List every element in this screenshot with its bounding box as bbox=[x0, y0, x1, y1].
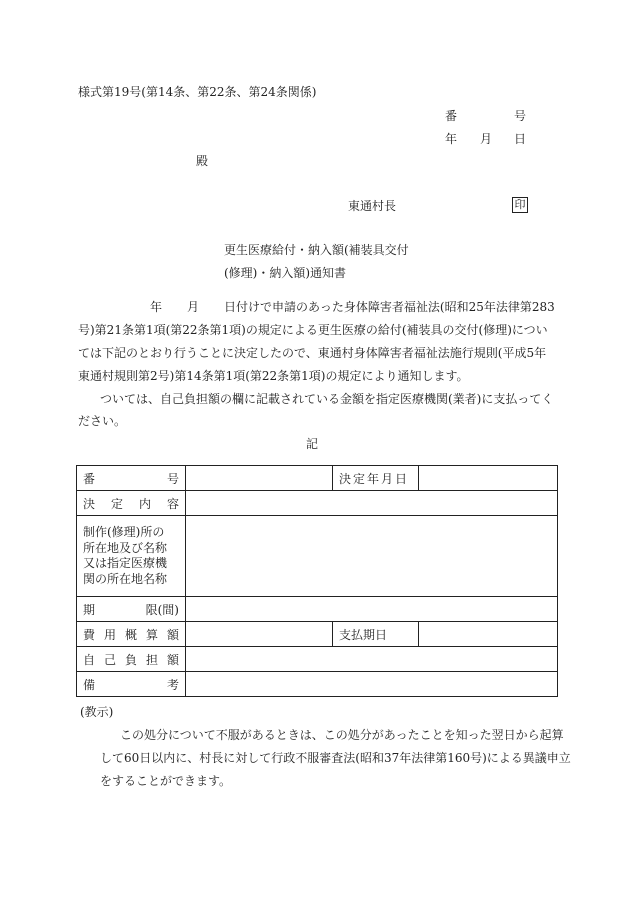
decision-date-label: 決定年月日 bbox=[333, 466, 419, 491]
row-decision-content bbox=[77, 491, 558, 516]
body-line-1: 日付けで申請のあった身体障害者福祉法(昭和25年法律第283 bbox=[224, 300, 555, 314]
issuer-name: 東通村長 bbox=[348, 199, 397, 213]
cost-value bbox=[186, 622, 333, 647]
body-line-6: ださい。 bbox=[78, 414, 127, 428]
payment-due-label: 支払期日 bbox=[333, 622, 419, 647]
maker-value bbox=[186, 516, 558, 597]
body-line-3: ては下記のとおり行うことに決定したので、東通村身体障害者福祉法施行規則(平成5年 bbox=[78, 346, 547, 360]
date-month-label: 月 bbox=[480, 132, 493, 146]
remarks-value bbox=[186, 672, 558, 697]
notification-table bbox=[76, 465, 558, 697]
addressee-suffix: 殿 bbox=[196, 154, 209, 168]
remarks-label: 備 考 bbox=[77, 672, 186, 697]
number-value bbox=[186, 466, 333, 491]
number-ban-label: 番 bbox=[445, 109, 458, 123]
body-year-label: 年 bbox=[150, 300, 163, 314]
notice-line-3: をすることができます。 bbox=[100, 774, 232, 788]
self-pay-label: 自 己 負 担 額 bbox=[77, 647, 186, 672]
row-remarks bbox=[77, 672, 558, 697]
body-line-5: ついては、自己負担額の欄に記載されている金額を指定医療機関(業者)に支払ってく bbox=[100, 392, 554, 406]
notice-heading: (教示) bbox=[80, 705, 114, 719]
period-value bbox=[186, 597, 558, 622]
payment-due-value bbox=[419, 622, 558, 647]
title-line-1: 更生医療給付・納入額(補装具交付 bbox=[224, 243, 409, 257]
row-period bbox=[77, 597, 558, 622]
maker-label: 制作(修理)所の 所在地及び名称 又は指定医療機 関の所在地名称 bbox=[77, 516, 186, 597]
notice-line-1: この処分について不服があるときは、この処分があったことを知った翌日から起算 bbox=[120, 728, 564, 742]
number-go-label: 号 bbox=[514, 109, 527, 123]
seal-mark: 印 bbox=[512, 197, 528, 213]
body-month-label: 月 bbox=[187, 300, 200, 314]
date-day-label: 日 bbox=[514, 132, 527, 146]
row-maker bbox=[77, 516, 558, 597]
form-number: 様式第19号(第14条、第22条、第24条関係) bbox=[78, 85, 317, 99]
decision-content-value bbox=[186, 491, 558, 516]
row-self-pay bbox=[77, 647, 558, 672]
ki-heading: 記 bbox=[306, 437, 319, 451]
notice-line-2: して60日以内に、村長に対して行政不服審査法(昭和37年法律第160号)による異議申立 bbox=[100, 751, 571, 765]
number-label: 番 号 bbox=[77, 466, 186, 491]
cost-label: 費 用 概 算 額 bbox=[77, 622, 186, 647]
decision-content-label: 決 定 内 容 bbox=[77, 491, 186, 516]
decision-date-value bbox=[419, 466, 558, 491]
body-line-2: 号)第21条第1項(第22条第1項)の規定による更生医療の給付(補装具の交付(修理)につい bbox=[78, 323, 548, 337]
row-cost bbox=[77, 622, 558, 647]
title-line-2: (修理)・納入額)通知書 bbox=[224, 266, 347, 280]
self-pay-value bbox=[186, 647, 558, 672]
date-year-label: 年 bbox=[445, 132, 458, 146]
body-line-4: 東通村規則第2号)第14条第1項(第22条第1項)の規定により通知します。 bbox=[78, 369, 469, 383]
row-number bbox=[77, 466, 558, 491]
period-label: 期 限(間) bbox=[77, 597, 186, 622]
